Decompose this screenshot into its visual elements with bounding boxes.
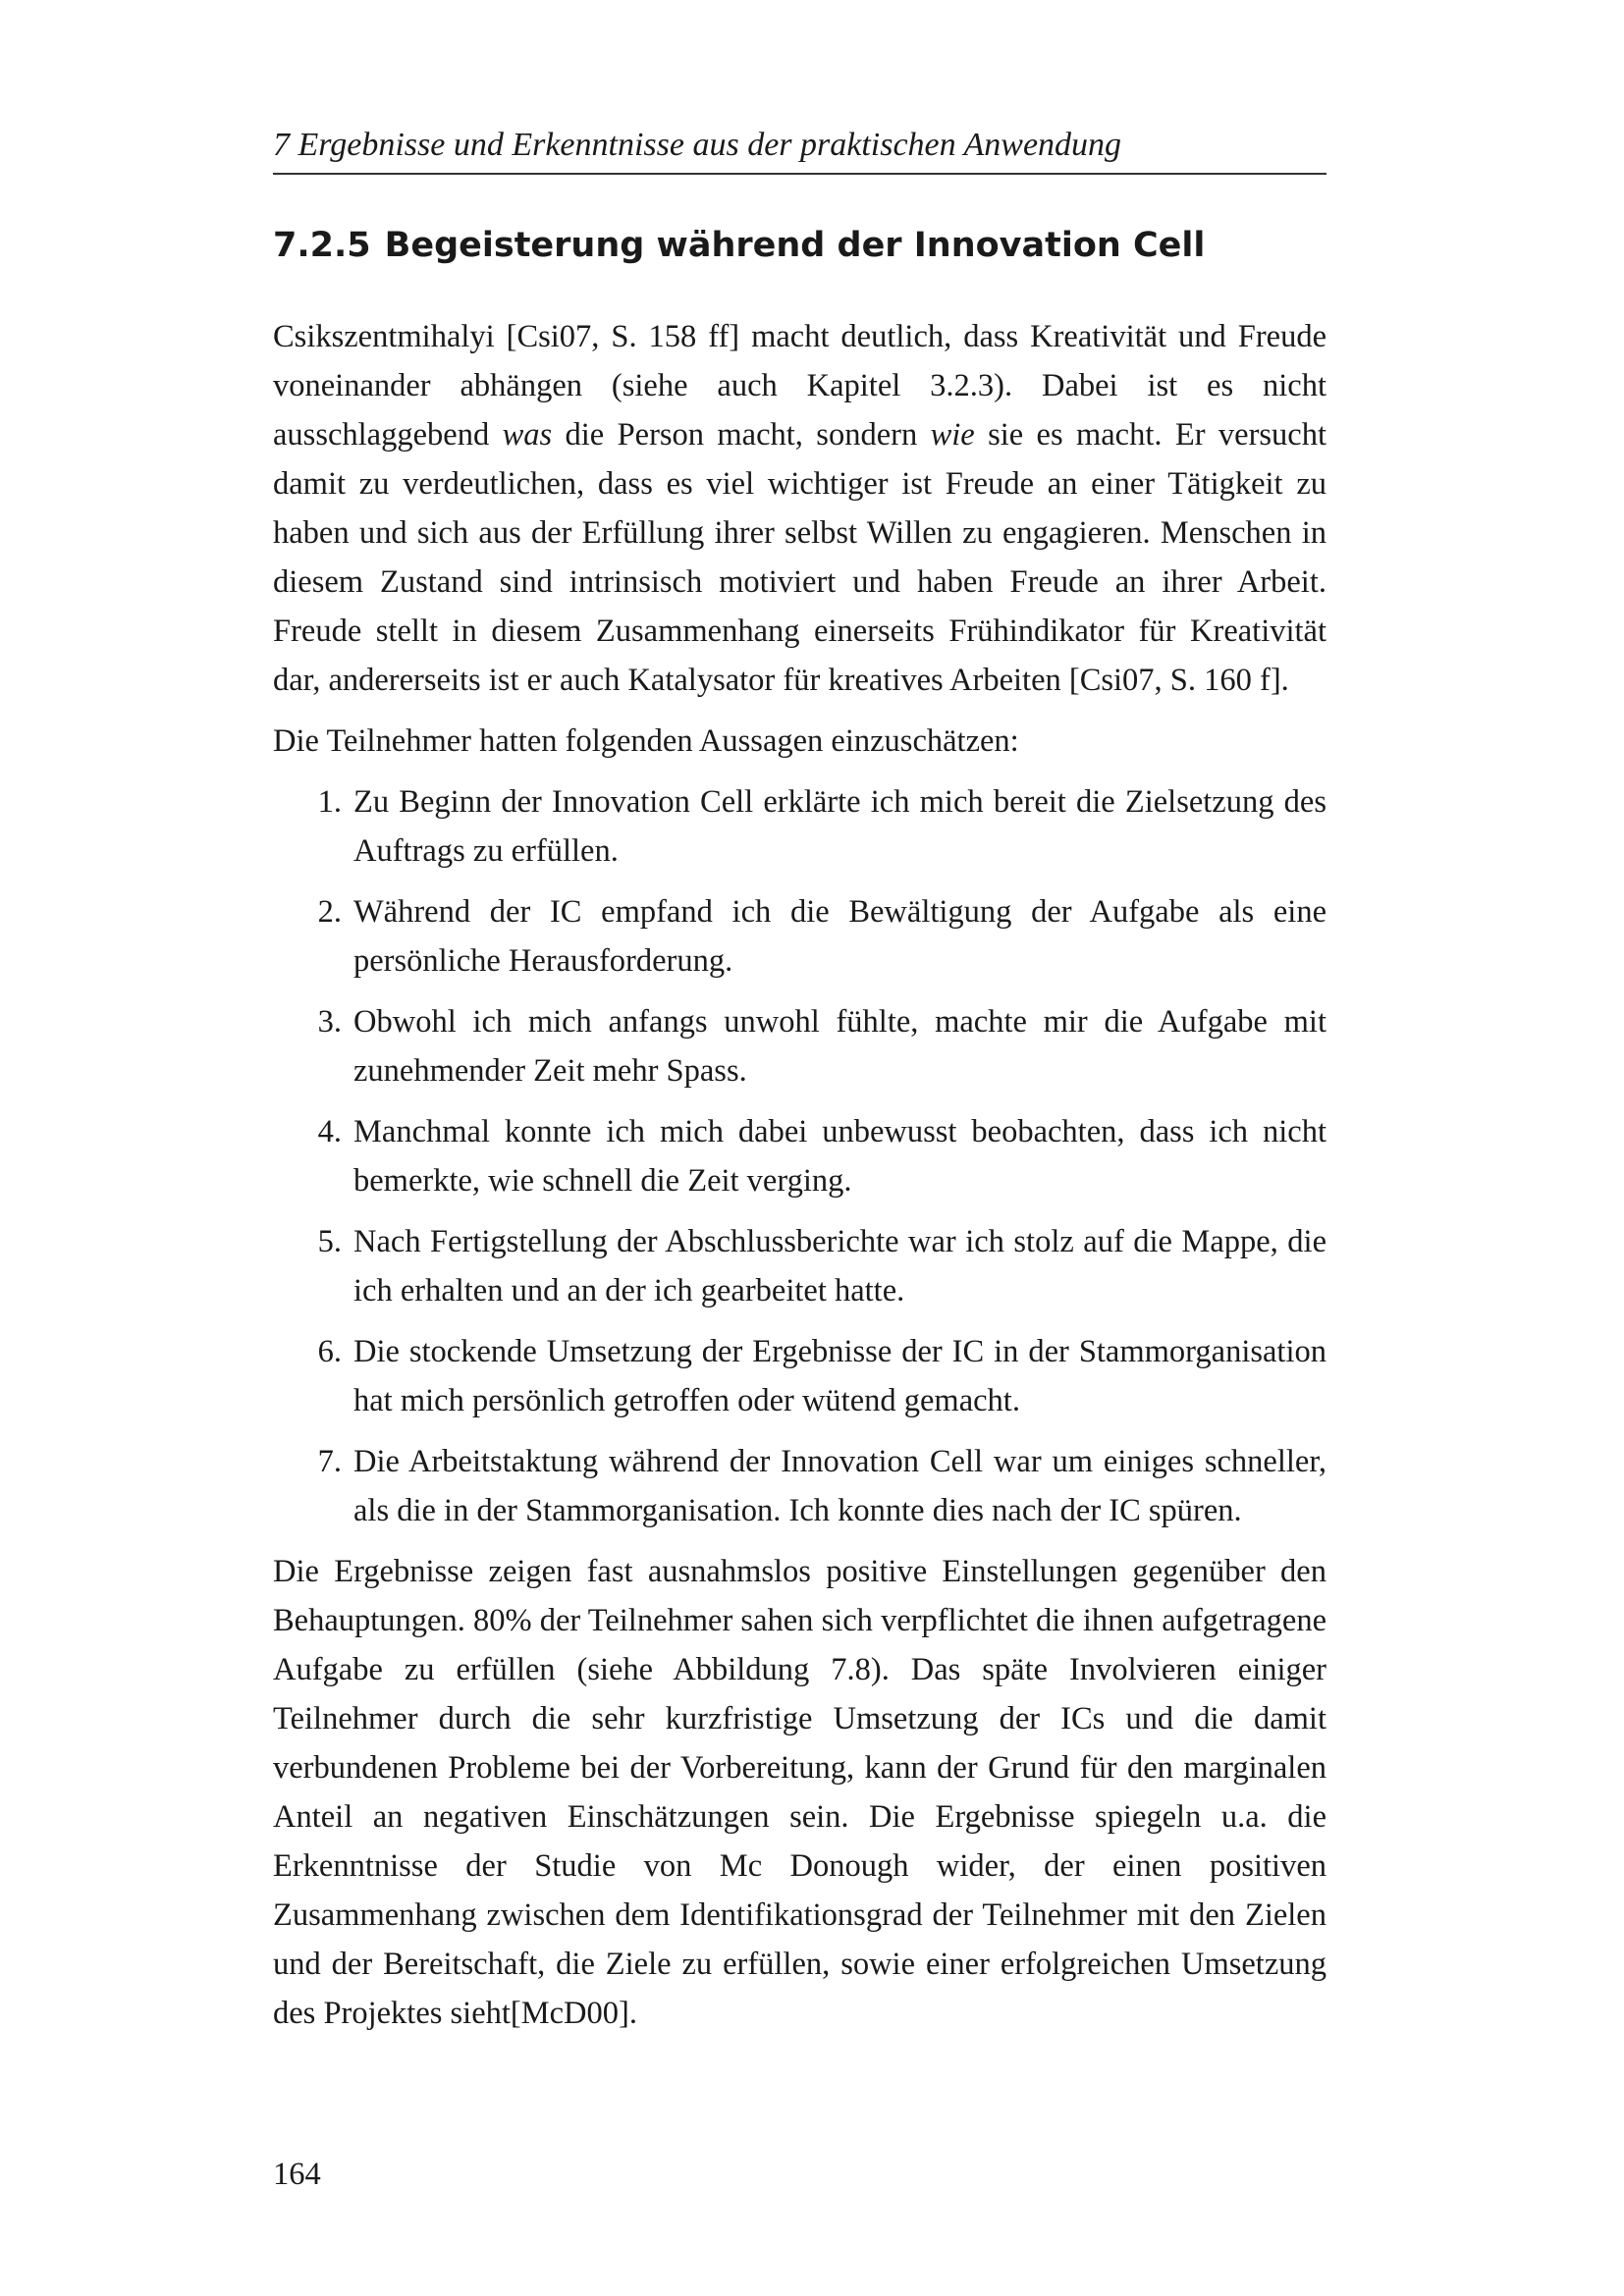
paragraph-results: Die Ergebnisse zeigen fast ausnahmslos positive Einstellungen gegenüber den Behauptungen. 80% der Teilnehmer sahen sich verpflichtet die ihnen aufgetragene Aufgabe zu erfüllen (siehe Abbildung 7.8). Das späte Involvieren einiger Teilnehmer durch die sehr kurzfristige Umsetzung der ICs und die damit verbundenen Probleme bei der Vorbereitung, kann der Grund für den marginalen Anteil an negativen Einschätzungen sein. Die Ergebnisse spiegeln u.a. die Erkenntnisse der Studie von Mc Donough wider, der einen positiven Zusammenhang zwischen dem Identifikationsgrad der Teilnehmer mit den Zielen und der Bereitschaft, die Ziele zu erfüllen, sowie einer erfolgreichen Umsetzung des Projektes sieht[McD00]. bbox=[273, 1554, 1326, 2031]
list-item-text: Die Arbeitstaktung während der Innovation Cell war um einiges schneller, als die in der Stammorganisation. Ich konnte dies nach der IC spüren. bbox=[353, 1444, 1326, 1528]
statements-list bbox=[273, 777, 1326, 1535]
emphasis-was: was bbox=[502, 417, 553, 453]
list-item bbox=[273, 887, 1326, 986]
list-item-number: 6. bbox=[317, 1334, 342, 1369]
paragraph1-part-b: die Person macht, sondern bbox=[552, 417, 931, 453]
list-item bbox=[273, 1327, 1326, 1425]
paragraph-csikszentmihalyi bbox=[273, 312, 1326, 705]
list-item-text: Nach Fertigstellung der Abschlussberichte war ich stolz auf die Mappe, die ich erhalten und an der ich gearbeitet hatte. bbox=[353, 1224, 1326, 1308]
paragraph1-part-c: sie es macht. Er versucht damit zu verdeutlichen, dass es viel wichtiger ist Freude an einer Tätigkeit zu haben und sich aus der Erfüllung ihrer selbst Willen zu engagieren. Menschen in diesem Zustand sind intrinsisch motiviert und haben Freude an ihrer Arbeit. Freude stellt in diesem Zusammenhang einerseits Frühindikator für Kreativität dar, andererseits ist er auch Katalysator für kreatives Arbeiten [Csi07, S. 160 f]. bbox=[273, 417, 1326, 698]
section-heading bbox=[273, 225, 1326, 266]
list-item-number: 4. bbox=[317, 1114, 342, 1149]
list-item-number: 7. bbox=[317, 1444, 342, 1479]
section-title: Begeisterung während der Innovation Cell bbox=[384, 226, 1206, 265]
statements-intro: Die Teilnehmer hatten folgenden Aussagen einzuschätzen: bbox=[273, 723, 1019, 759]
list-item-text: Zu Beginn der Innovation Cell erklärte ich mich bereit die Zielsetzung des Auftrags zu erfüllen. bbox=[353, 784, 1326, 869]
section-number: 7.2.5 bbox=[273, 226, 371, 265]
list-item bbox=[273, 1217, 1326, 1315]
list-item-text: Obwohl ich mich anfangs unwohl fühlte, machte mir die Aufgabe mit zunehmender Zeit mehr Spass. bbox=[353, 1004, 1326, 1089]
body-text bbox=[273, 312, 1326, 2038]
list-item-number: 5. bbox=[317, 1224, 342, 1259]
page-number: 164 bbox=[273, 2157, 321, 2192]
list-item bbox=[273, 1107, 1326, 1205]
list-item-number: 1. bbox=[317, 784, 342, 820]
list-item-text: Manchmal konnte ich mich dabei unbewusst beobachten, dass ich nicht bemerkte, wie schnell die Zeit verging. bbox=[353, 1114, 1326, 1199]
list-item bbox=[273, 777, 1326, 876]
running-header: 7 Ergebnisse und Erkenntnisse aus der praktischen Anwendung bbox=[273, 126, 1326, 175]
list-item-text: Die stockende Umsetzung der Ergebnisse der IC in der Stammorganisation hat mich persönlich getroffen oder wütend gemacht. bbox=[353, 1334, 1326, 1418]
list-item-number: 2. bbox=[317, 894, 342, 930]
list-item-number: 3. bbox=[317, 1004, 342, 1040]
list-item bbox=[273, 997, 1326, 1095]
emphasis-wie: wie bbox=[930, 417, 975, 453]
list-item-text: Während der IC empfand ich die Bewältigung der Aufgabe als eine persönliche Herausforderung. bbox=[353, 894, 1326, 979]
list-item bbox=[273, 1437, 1326, 1535]
paragraph1-part-a: Csikszentmihalyi [Csi07, S. 158 ff] macht deutlich, dass Kreativität und Freude voneinander abhängen (siehe auch Kapitel 3.2.3). Dabei ist es nicht ausschlaggebend bbox=[273, 319, 1326, 453]
